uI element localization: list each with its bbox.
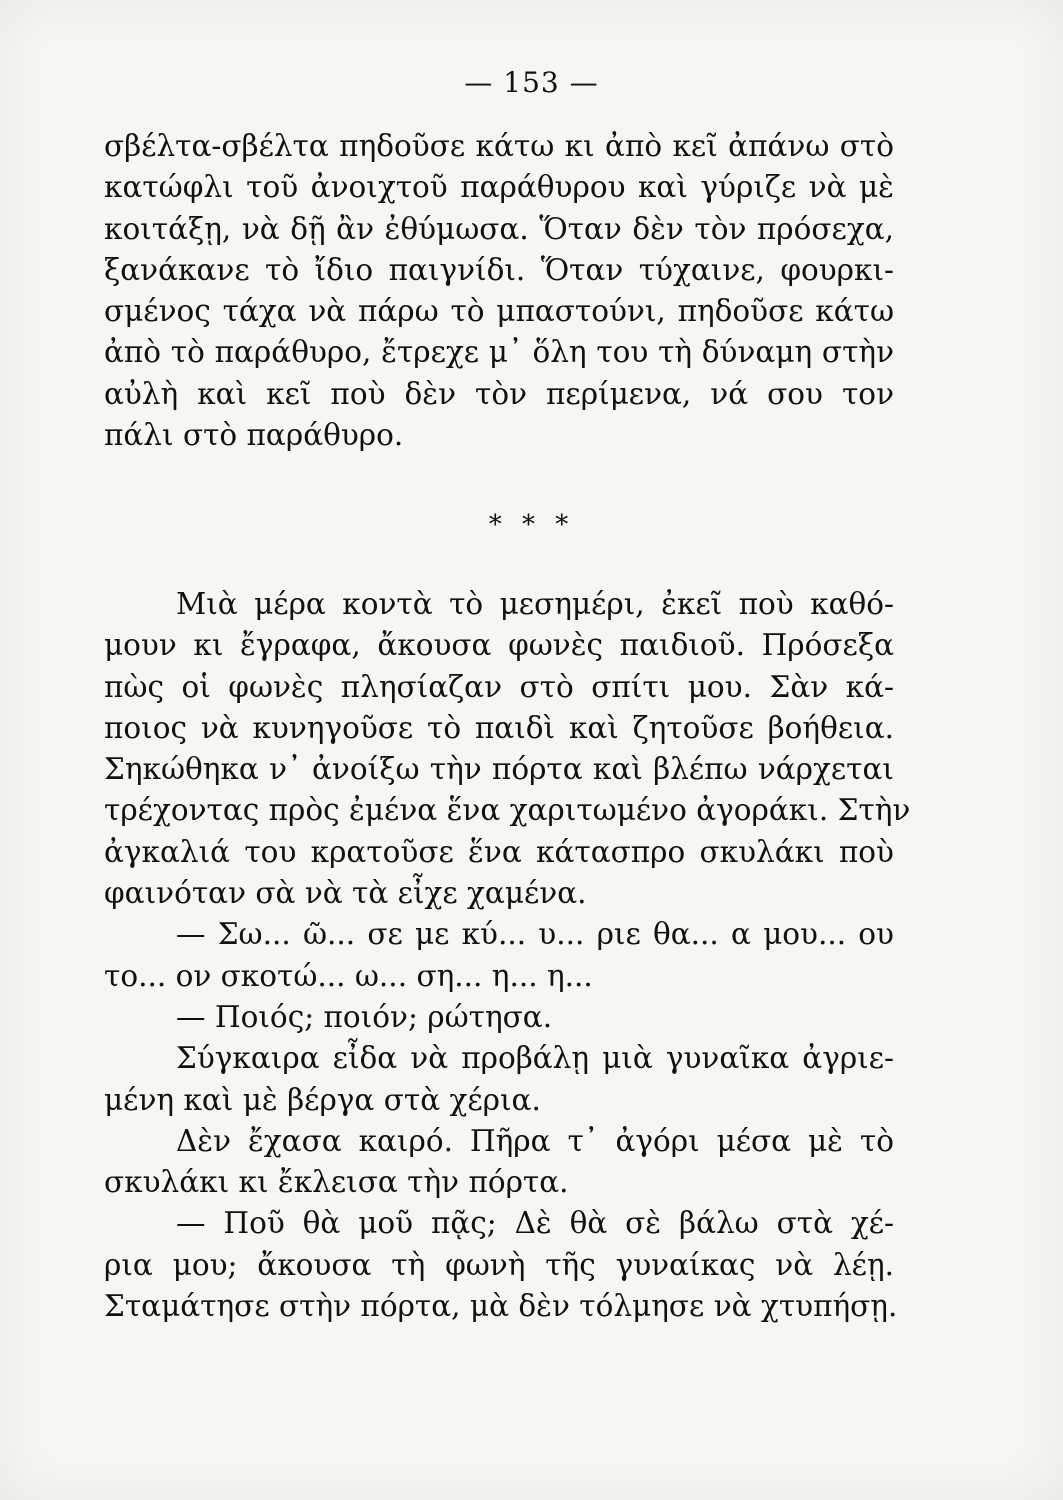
text-line: κατώφλι τοῦ ἀνοιχτοῦ παράθυρου καὶ γύριζε νὰ μὲ bbox=[104, 170, 894, 205]
paragraph-2 bbox=[104, 584, 911, 1327]
text-line: ἀγκαλιά του κρατοῦσε ἕνα κάτασπρο σκυλάκι ποὺ bbox=[104, 834, 894, 869]
text-line: σκυλάκι κι ἔκλεισα τὴν πόρτα. bbox=[104, 1165, 569, 1200]
dialog-line: — Σω... ῶ... σε με κύ... υ... ριε θα... α μου... ου bbox=[176, 917, 894, 952]
text-line: αὐλὴ καὶ κεῖ ποὺ δὲν τὸν περίμενα, νά σου τον bbox=[104, 376, 894, 411]
text-line: Σηκώθηκα ν᾽ ἀνοίξω τὴν πόρτα καὶ βλέπω νάρχεται bbox=[104, 752, 894, 787]
text-line: Σύγκαιρα εἶδα νὰ προβάλῃ μιὰ γυναῖκα ἀγριε- bbox=[176, 1041, 894, 1076]
text-line: το... ον σκοτώ... ω... ση... η... η... bbox=[104, 958, 593, 993]
paragraph-1 bbox=[104, 126, 894, 456]
page-number: — 153 — bbox=[464, 66, 599, 99]
dialog-line: — Ποιός; ποιόν; ρώτησα. bbox=[176, 999, 553, 1034]
text-line: φαινόταν σὰ νὰ τὰ εἶχε χαμένα. bbox=[104, 876, 587, 911]
section-separator: * * * bbox=[488, 510, 575, 540]
dialog-line: — Ποῦ θὰ μοῦ πᾷς; Δὲ θὰ σὲ βάλω στὰ χέ- bbox=[176, 1206, 894, 1241]
text-line: κοιτάξῃ, νὰ δῇ ἂν ἐθύμωσα. Ὅταν δὲν τὸν πρόσεχα, bbox=[104, 211, 894, 246]
text-line: μουν κι ἔγραφα, ἄκουσα φωνὲς παιδιοῦ. Πρόσεξα bbox=[104, 628, 894, 663]
text-line: σμένος τάχα νὰ πάρω τὸ μπαστούνι, πηδοῦσε κάτω bbox=[104, 294, 894, 329]
text-line: σβέλτα-σβέλτα πηδοῦσε κάτω κι ἀπὸ κεῖ ἀπάνω στὸ bbox=[104, 129, 894, 163]
text-line: πὼς οἱ φωνὲς πλησίαζαν στὸ σπίτι μου. Σὰν κά- bbox=[104, 669, 894, 704]
text-line: ἀπὸ τὸ παράθυρο, ἔτρεχε μ᾽ ὅλη του τὴ δύναμη στὴν bbox=[104, 335, 894, 370]
text-line: πάλι στὸ παράθυρο. bbox=[104, 418, 404, 453]
text-line: ρια μου; ἄκουσα τὴ φωνὴ τῆς γυναίκας νὰ λέῃ. bbox=[104, 1247, 894, 1282]
text-line: ξανάκανε τὸ ἴδιο παιγνίδι. Ὅταν τύχαινε, φουρκι- bbox=[104, 252, 894, 287]
text-line: ποιος νὰ κυνηγοῦσε τὸ παιδὶ καὶ ζητοῦσε βοήθεια. bbox=[104, 710, 894, 745]
text-line: Σταμάτησε στὴν πόρτα, μὰ δὲν τόλμησε νὰ χτυπήσῃ. bbox=[104, 1289, 898, 1324]
text-line: Μιὰ μέρα κοντὰ τὸ μεσημέρι, ἐκεῖ ποὺ καθό- bbox=[176, 587, 894, 621]
text-line: τρέχοντας πρὸς ἐμένα ἕνα χαριτωμένο ἀγοράκι. Στὴν bbox=[104, 793, 911, 828]
text-line: μένη καὶ μὲ βέργα στὰ χέρια. bbox=[104, 1082, 541, 1117]
text-line: Δὲν ἔχασα καιρό. Πῆρα τ᾽ ἀγόρι μέσα μὲ τὸ bbox=[176, 1123, 894, 1158]
